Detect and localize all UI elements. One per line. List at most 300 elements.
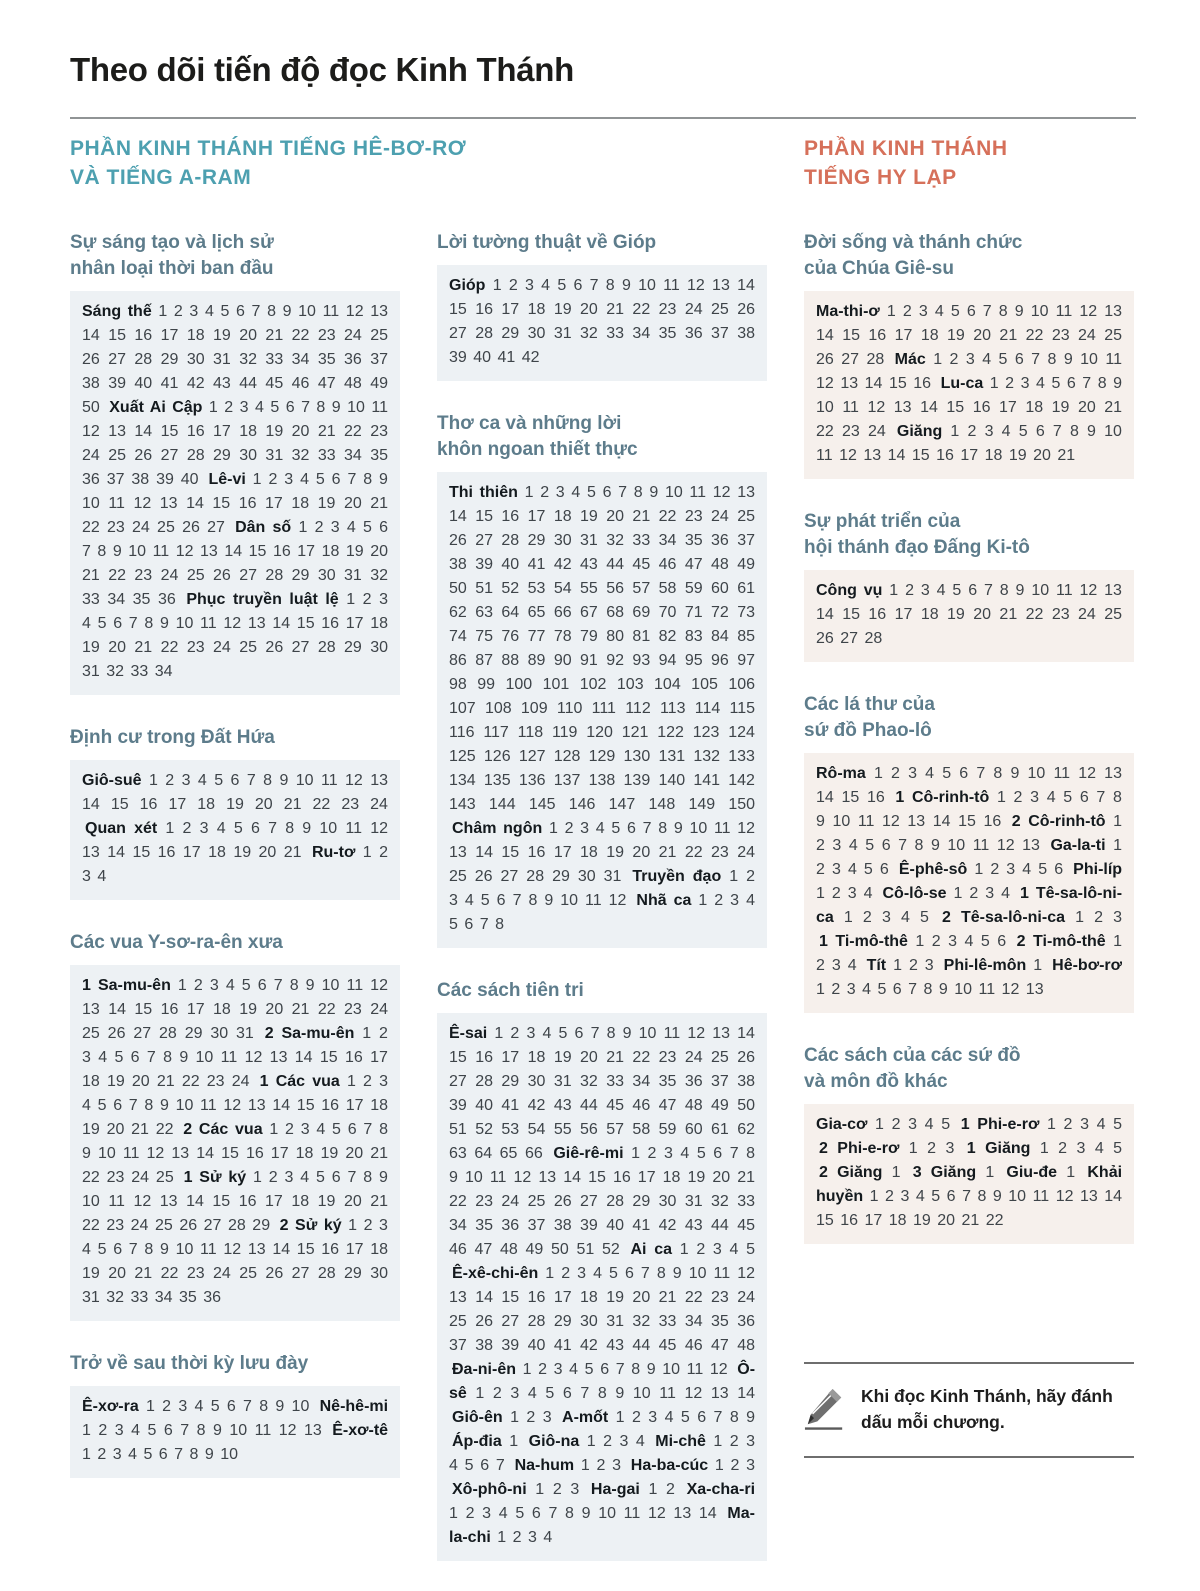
chapter-number[interactable]: 27 [160,447,179,464]
chapter-number[interactable]: 21 [737,1169,756,1186]
chapter-number[interactable]: 31 [236,1025,254,1042]
chapter-number[interactable]: 1 [362,1025,372,1042]
chapter-number[interactable]: 19 [317,1193,336,1210]
chapter-number[interactable]: 9 [279,772,289,789]
chapter-number[interactable]: 20 [291,423,310,440]
chapter-number[interactable]: 23 [1051,327,1070,344]
chapter-number[interactable]: 16 [936,447,954,464]
chapter-number[interactable]: 20 [343,495,362,512]
chapter-number[interactable]: 1 [875,1116,884,1133]
chapter-number[interactable]: 30 [186,351,205,368]
chapter-number[interactable]: 30 [210,1025,229,1042]
chapter-number[interactable]: 114 [694,700,721,717]
chapter-number[interactable]: 19 [580,508,598,525]
chapter-number[interactable]: 4 [1001,423,1011,440]
chapter-number[interactable]: 3 [114,1422,124,1439]
chapter-number[interactable]: 128 [553,748,581,765]
chapter-number[interactable]: 35 [711,1313,729,1330]
chapter-number[interactable]: 4 [863,885,873,902]
chapter-number[interactable]: 2 [696,1241,706,1258]
chapter-number[interactable]: 64 [501,604,520,621]
chapter-number[interactable]: 30 [317,567,336,584]
chapter-number[interactable]: 32 [106,663,125,680]
chapter-number[interactable]: 122 [657,724,684,741]
chapter-number[interactable]: 10 [560,892,579,909]
chapter-number[interactable]: 39 [449,1097,467,1114]
chapter-number[interactable]: 23 [107,519,125,536]
chapter-number[interactable]: 8 [259,1398,269,1415]
chapter-number[interactable]: 2 [97,1446,107,1463]
chapter-number[interactable]: 15 [588,1169,606,1186]
chapter-number[interactable]: 6 [285,399,295,416]
chapter-number[interactable]: 3 [526,1025,536,1042]
chapter-number[interactable]: 29 [184,1025,203,1042]
chapter-number[interactable]: 28 [527,1313,546,1330]
chapter-number[interactable]: 59 [684,580,703,597]
chapter-number[interactable]: 2 [596,1457,606,1474]
chapter-number[interactable]: 9 [282,303,292,320]
chapter-number[interactable]: 45 [632,556,651,573]
chapter-number[interactable]: 17 [168,796,187,813]
chapter-number[interactable]: 4 [216,820,226,837]
chapter-number[interactable]: 27 [449,325,467,342]
chapter-number[interactable]: 4 [449,1457,458,1474]
chapter-number[interactable]: 73 [737,604,756,621]
chapter-number[interactable]: 45 [606,1097,625,1114]
chapter-number[interactable]: 6 [879,861,889,878]
chapter-number[interactable]: 53 [527,580,546,597]
chapter-number[interactable]: 2 [631,1409,641,1426]
chapter-number[interactable]: 1 [816,885,825,902]
chapter-number[interactable]: 115 [729,700,756,717]
chapter-number[interactable]: 2 [540,484,550,501]
chapter-number[interactable]: 51 [449,1121,467,1138]
chapter-number[interactable]: 3 [1006,861,1016,878]
chapter-number[interactable]: 29 [527,532,546,549]
chapter-number[interactable]: 7 [590,1025,600,1042]
chapter-number[interactable]: 16 [272,543,291,560]
chapter-number[interactable]: 37 [527,1217,546,1234]
chapter-number[interactable]: 6 [574,1025,584,1042]
chapter-number[interactable]: 23 [186,639,205,656]
chapter-number[interactable]: 3 [847,885,857,902]
chapter-number[interactable]: 16 [160,1001,179,1018]
chapter-number[interactable]: 18 [291,495,310,512]
chapter-number[interactable]: 28 [317,1265,336,1282]
chapter-number[interactable]: 16 [972,399,991,416]
chapter-number[interactable]: 99 [477,676,496,693]
chapter-number[interactable]: 21 [658,844,677,861]
chapter-number[interactable]: 7 [615,1361,625,1378]
chapter-number[interactable]: 8 [606,1025,616,1042]
chapter-number[interactable]: 50 [449,580,467,597]
chapter-number[interactable]: 130 [623,748,651,765]
chapter-number[interactable]: 38 [553,1217,572,1234]
chapter-number[interactable]: 23 [134,567,153,584]
chapter-number[interactable]: 32 [370,567,389,584]
chapter-number[interactable]: 1 [586,1433,596,1450]
chapter-number[interactable]: 8 [656,1265,666,1282]
chapter-number[interactable]: 11 [978,981,996,998]
chapter-number[interactable]: 40 [501,556,520,573]
chapter-number[interactable]: 3 [284,471,294,488]
chapter-number[interactable]: 25 [82,1025,100,1042]
chapter-number[interactable]: 8 [495,916,504,933]
chapter-number[interactable]: 2 [990,861,1000,878]
chapter-number[interactable]: 12 [687,1025,706,1042]
chapter-number[interactable]: 15 [221,1145,239,1162]
chapter-number[interactable]: 15 [296,1241,315,1258]
chapter-number[interactable]: 23 [317,327,336,344]
chapter-number[interactable]: 2 [831,981,841,998]
chapter-number[interactable]: 11 [200,1241,217,1258]
chapter-number[interactable]: 19 [106,1073,125,1090]
chapter-number[interactable]: 39 [156,471,174,488]
chapter-number[interactable]: 51 [475,580,493,597]
chapter-number[interactable]: 17 [501,1049,520,1066]
chapter-number[interactable]: 8 [263,772,273,789]
chapter-number[interactable]: 22 [344,423,362,440]
chapter-number[interactable]: 10 [1008,1188,1027,1205]
chapter-number[interactable]: 17 [345,1097,364,1114]
chapter-number[interactable]: 28 [475,1073,493,1090]
chapter-number[interactable]: 13 [673,1505,692,1522]
chapter-number[interactable]: 3 [178,1398,188,1415]
chapter-number[interactable]: 5 [143,1446,153,1463]
chapter-number[interactable]: 4 [1046,789,1056,806]
chapter-number[interactable]: 29 [501,325,520,342]
chapter-number[interactable]: 12 [370,820,389,837]
chapter-number[interactable]: 104 [654,676,681,693]
chapter-number[interactable]: 33 [606,1073,625,1090]
chapter-number[interactable]: 33 [632,532,651,549]
chapter-number[interactable]: 46 [684,1337,703,1354]
chapter-number[interactable]: 5 [952,582,962,599]
chapter-number[interactable]: 4 [982,351,992,368]
chapter-number[interactable]: 25 [108,447,126,464]
chapter-number[interactable]: 21 [370,495,389,512]
chapter-number[interactable]: 124 [728,724,755,741]
chapter-number[interactable]: 11 [1032,1188,1050,1205]
chapter-number[interactable]: 1 [524,484,534,501]
chapter-number[interactable]: 22 [108,567,126,584]
chapter-number[interactable]: 77 [527,628,546,645]
chapter-number[interactable]: 17 [960,447,979,464]
chapter-number[interactable]: 4 [924,1116,934,1133]
chapter-number[interactable]: 8 [597,1385,607,1402]
chapter-number[interactable]: 44 [606,556,625,573]
chapter-number[interactable]: 8 [189,1446,199,1463]
chapter-number[interactable]: 4 [194,1398,204,1415]
chapter-number[interactable]: 1 [494,1025,504,1042]
chapter-number[interactable]: 20 [632,1289,651,1306]
chapter-number[interactable]: 22 [985,1212,1004,1229]
chapter-number[interactable]: 27 [108,351,126,368]
chapter-number[interactable]: 7 [589,277,599,294]
chapter-number[interactable]: 7 [1082,375,1092,392]
chapter-number[interactable]: 13 [449,844,467,861]
chapter-number[interactable]: 8 [144,615,154,632]
chapter-number[interactable]: 2 [379,844,388,861]
chapter-number[interactable]: 32 [580,325,598,342]
chapter-number[interactable]: 14 [186,1193,204,1210]
chapter-number[interactable]: 119 [551,724,578,741]
chapter-number[interactable]: 3 [984,423,994,440]
chapter-number[interactable]: 3 [527,1529,537,1546]
chapter-number[interactable]: 4 [635,1433,645,1450]
chapter-number[interactable]: 1 [252,471,262,488]
chapter-number[interactable]: 30 [553,532,572,549]
chapter-number[interactable]: 11 [1105,351,1122,368]
chapter-number[interactable]: 5 [515,1505,525,1522]
chapter-number[interactable]: 2 [98,1422,108,1439]
chapter-number[interactable]: 8 [633,484,643,501]
chapter-number[interactable]: 19 [1051,399,1070,416]
chapter-number[interactable]: 16 [157,844,176,861]
chapter-number[interactable]: 21 [131,1121,149,1138]
chapter-number[interactable]: 9 [746,1409,756,1426]
chapter-number[interactable]: 8 [144,1241,154,1258]
chapter-number[interactable]: 2 [714,892,724,909]
chapter-number[interactable]: 1 [816,981,825,998]
chapter-number[interactable]: 19 [265,423,284,440]
chapter-number[interactable]: 32 [580,1073,598,1090]
chapter-number[interactable]: 7 [246,772,256,789]
chapter-number[interactable]: 11 [152,543,170,560]
chapter-number[interactable]: 9 [449,1169,458,1186]
chapter-number[interactable]: 45 [658,1337,677,1354]
chapter-number[interactable]: 28 [864,630,883,647]
chapter-number[interactable]: 17 [265,495,283,512]
chapter-number[interactable]: 13 [159,495,178,512]
chapter-number[interactable]: 20 [973,327,992,344]
chapter-number[interactable]: 2 [510,1025,520,1042]
chapter-number[interactable]: 1 [1066,1164,1076,1181]
chapter-number[interactable]: 4 [936,582,946,599]
chapter-number[interactable]: 10 [1030,303,1049,320]
chapter-number[interactable]: 16 [186,423,205,440]
chapter-number[interactable]: 9 [992,1188,1002,1205]
chapter-number[interactable]: 21 [606,301,625,318]
chapter-number[interactable]: 3 [189,303,199,320]
chapter-number[interactable]: 25 [155,1169,174,1186]
chapter-number[interactable]: 17 [553,844,572,861]
chapter-number[interactable]: 16 [612,1169,631,1186]
chapter-number[interactable]: 24 [370,1001,389,1018]
chapter-number[interactable]: 9 [204,1446,214,1463]
chapter-number[interactable]: 2 [949,351,959,368]
chapter-number[interactable]: 15 [449,1049,467,1066]
chapter-number[interactable]: 19 [82,1265,100,1282]
chapter-number[interactable]: 5 [1113,1116,1123,1133]
chapter-number[interactable]: 12 [1079,582,1098,599]
chapter-number[interactable]: 14 [82,327,100,344]
chapter-number[interactable]: 17 [265,1193,283,1210]
chapter-number[interactable]: 24 [231,1073,250,1090]
chapter-number[interactable]: 21 [291,1001,310,1018]
chapter-number[interactable]: 21 [999,606,1018,623]
chapter-number[interactable]: 3 [510,1385,520,1402]
chapter-number[interactable]: 1 [869,1188,879,1205]
chapter-number[interactable]: 33 [82,591,100,608]
chapter-number[interactable]: 6 [892,981,902,998]
chapter-number[interactable]: 21 [283,844,302,861]
chapter-number[interactable]: 1 [615,1409,625,1426]
chapter-number[interactable]: 5 [97,615,107,632]
chapter-number[interactable]: 1 [492,277,502,294]
chapter-number[interactable]: 18 [1025,399,1044,416]
chapter-number[interactable]: 57 [632,580,651,597]
chapter-number[interactable]: 5 [558,1025,568,1042]
chapter-number[interactable]: 13 [82,844,100,861]
chapter-number[interactable]: 5 [557,277,567,294]
chapter-number[interactable]: 20 [108,1265,126,1282]
chapter-number[interactable]: 4 [464,892,474,909]
chapter-number[interactable]: 1 [714,1457,724,1474]
chapter-number[interactable]: 3 [648,1409,658,1426]
chapter-number[interactable]: 7 [982,303,992,320]
chapter-number[interactable]: 14 [475,1289,493,1306]
chapter-number[interactable]: 8 [565,1505,574,1522]
chapter-number[interactable]: 10 [229,1422,248,1439]
chapter-number[interactable]: 23 [206,1073,225,1090]
chapter-number[interactable]: 30 [527,325,546,342]
chapter-number[interactable]: 123 [692,724,720,741]
chapter-number[interactable]: 24 [684,301,703,318]
chapter-number[interactable]: 91 [580,652,598,669]
chapter-number[interactable]: 8 [658,820,668,837]
chapter-number[interactable]: 1 [535,1481,545,1498]
chapter-number[interactable]: 14 [920,399,938,416]
chapter-number[interactable]: 20 [973,606,992,623]
chapter-number[interactable]: 12 [867,399,886,416]
chapter-number[interactable]: 8 [144,1097,154,1114]
chapter-number[interactable]: 21 [265,327,284,344]
chapter-number[interactable]: 7 [128,1097,138,1114]
chapter-number[interactable]: 3 [948,933,958,950]
chapter-number[interactable]: 4 [746,892,755,909]
chapter-number[interactable]: 10 [175,1241,194,1258]
chapter-number[interactable]: 11 [857,813,875,830]
chapter-number[interactable]: 22 [1025,327,1044,344]
chapter-number[interactable]: 85 [737,628,756,645]
chapter-number[interactable]: 8 [998,303,1008,320]
chapter-number[interactable]: 14 [272,1097,291,1114]
chapter-number[interactable]: 90 [553,652,572,669]
chapter-number[interactable]: 21 [1104,399,1123,416]
chapter-number[interactable]: 12 [1001,981,1020,998]
chapter-number[interactable]: 9 [938,981,948,998]
chapter-number[interactable]: 18 [527,301,546,318]
chapter-number[interactable]: 14 [737,277,755,294]
chapter-number[interactable]: 116 [449,724,475,741]
chapter-number[interactable]: 5 [919,909,929,926]
chapter-number[interactable]: 12 [687,277,705,294]
chapter-number[interactable]: 5 [97,1241,107,1258]
chapter-number[interactable]: 34 [449,1217,467,1234]
chapter-number[interactable]: 6 [113,615,123,632]
chapter-number[interactable]: 7 [347,1169,357,1186]
chapter-number[interactable]: 19 [947,327,965,344]
chapter-number[interactable]: 20 [580,301,598,318]
chapter-number[interactable]: 2 [885,1188,894,1205]
chapter-number[interactable]: 1 [522,1361,532,1378]
chapter-number[interactable]: 19 [606,1289,625,1306]
chapter-number[interactable]: 28 [186,447,205,464]
chapter-number[interactable]: 17 [894,327,913,344]
chapter-number[interactable]: 14 [887,447,906,464]
chapter-number[interactable]: 48 [500,1241,518,1258]
chapter-number[interactable]: 11 [371,399,388,416]
chapter-number[interactable]: 7 [713,1409,723,1426]
chapter-number[interactable]: 18 [662,1169,681,1186]
chapter-number[interactable]: 1 [298,519,308,536]
chapter-number[interactable]: 11 [713,820,731,837]
chapter-number[interactable]: 143 [449,796,476,813]
chapter-number[interactable]: 29 [552,868,570,885]
chapter-number[interactable]: 2 [564,820,574,837]
chapter-number[interactable]: 19 [345,543,364,560]
chapter-number[interactable]: 25 [1104,606,1123,623]
chapter-number[interactable]: 33 [658,1313,677,1330]
chapter-number[interactable]: 27 [203,1217,222,1234]
chapter-number[interactable]: 32 [106,1289,125,1306]
chapter-number[interactable]: 12 [684,1385,703,1402]
chapter-number[interactable]: 3 [900,1188,910,1205]
chapter-number[interactable]: 25 [370,327,389,344]
chapter-number[interactable]: 18 [186,327,205,344]
chapter-number[interactable]: 3 [918,303,928,320]
chapter-number[interactable]: 34 [684,1313,703,1330]
chapter-number[interactable]: 30 [577,868,596,885]
chapter-number[interactable]: 12 [82,423,100,440]
chapter-number[interactable]: 7 [363,1121,373,1138]
chapter-number[interactable]: 10 [321,977,340,994]
chapter-number[interactable]: 7 [512,892,522,909]
chapter-number[interactable]: 34 [632,1073,651,1090]
chapter-number[interactable]: 6 [1035,423,1045,440]
chapter-number[interactable]: 14 [737,1025,755,1042]
chapter-number[interactable]: 5 [316,1169,325,1186]
chapter-number[interactable]: 18 [82,1073,100,1090]
chapter-number[interactable]: 1 [908,1140,918,1157]
chapter-number[interactable]: 68 [606,604,625,621]
chapter-number[interactable]: 88 [501,652,520,669]
chapter-number[interactable]: 3 [1080,1116,1089,1133]
chapter-number[interactable]: 20 [606,508,625,525]
chapter-number[interactable]: 10 [298,303,316,320]
chapter-number[interactable]: 18 [197,796,216,813]
chapter-number[interactable]: 28 [606,1193,625,1210]
chapter-number[interactable]: 5 [1063,789,1073,806]
chapter-number[interactable]: 11 [713,1265,731,1282]
chapter-number[interactable]: 9 [581,1505,591,1522]
chapter-number[interactable]: 19 [606,844,625,861]
chapter-number[interactable]: 2 [363,1217,373,1234]
chapter-number[interactable]: 18 [291,1193,310,1210]
chapter-number[interactable]: 60 [684,1121,703,1138]
chapter-number[interactable]: 4 [847,861,857,878]
chapter-number[interactable]: 12 [839,447,857,464]
chapter-number[interactable]: 6 [946,1188,956,1205]
chapter-number[interactable]: 37 [711,1073,729,1090]
chapter-number[interactable]: 22 [449,1193,467,1210]
chapter-number[interactable]: 92 [606,652,625,669]
chapter-number[interactable]: 5 [1113,1140,1123,1157]
chapter-number[interactable]: 47 [684,556,703,573]
chapter-number[interactable]: 16 [321,1241,340,1258]
chapter-number[interactable]: 5 [362,519,372,536]
